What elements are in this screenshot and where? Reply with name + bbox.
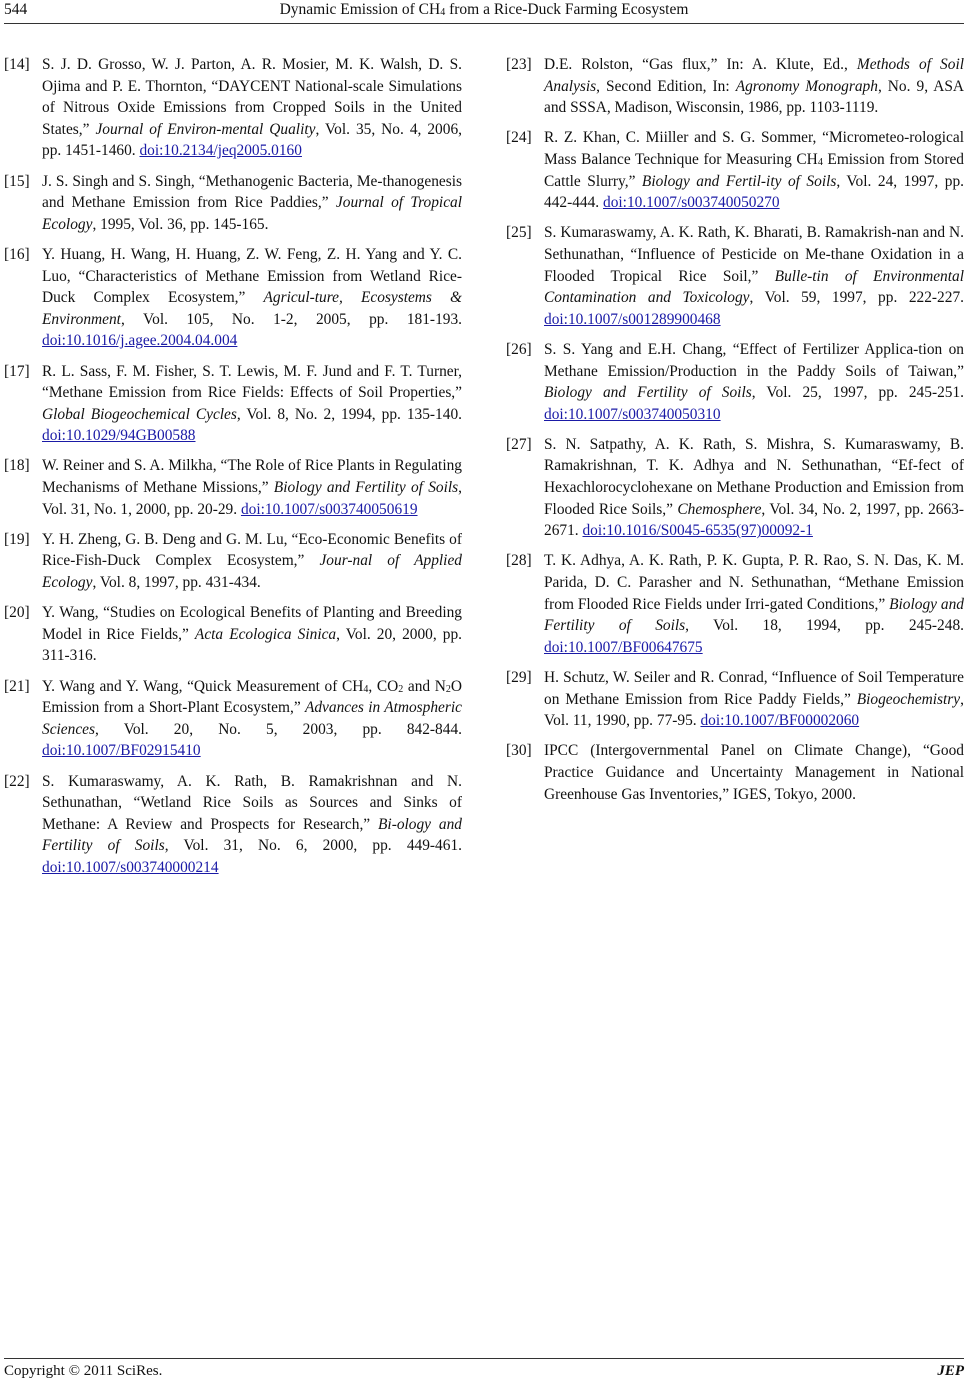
reference-text <box>42 455 462 520</box>
reference-number: [18] <box>4 457 30 475</box>
reference-number: [17] <box>4 362 30 380</box>
reference-text-run: , Vol. 34, No. 2, 1997, pp. 2663-2671. <box>544 500 965 540</box>
reference-text-run: , Second Edition, In: <box>596 77 736 95</box>
reference-text-run: Y. Huang, H. Wang, H. Huang, Z. W. Feng, Z. H. Yang and Y. C. Luo, “Characteristics of Methane Emission from Wetland Rice-Duck Complex Ecosystem,” <box>42 245 462 307</box>
reference-text <box>544 222 964 330</box>
reference-text-run: , Vol. 8, 1997, pp. 431-434. <box>92 574 261 592</box>
header-rule <box>4 23 964 24</box>
reference-entry <box>4 361 462 447</box>
reference-source-title: Bi-ology and Fertility of Soils <box>42 815 462 855</box>
reference-text-run: , Vol. 20, 2000, pp. 311-316. <box>42 625 463 665</box>
page-number: 544 <box>4 1 28 18</box>
reference-entry <box>4 244 462 352</box>
reference-text-run: S. Kumaraswamy, A. K. Rath, K. Bharati, B. Ramakrish-nan and N. Sethunathan, “Influence of Pesticide on Me-thane Oxidation in a Flooded Tropical Rice Soil,” <box>544 224 964 285</box>
reference-text-run: , Vol. 31, No. 6, 2000, pp. 449-461. <box>164 837 462 855</box>
reference-source-title: Global Biogeochemical Cycles <box>42 405 237 423</box>
reference-entry <box>4 455 462 520</box>
reference-text <box>544 550 964 658</box>
running-header <box>4 0 964 26</box>
reference-entry <box>4 771 462 879</box>
reference-number: [21] <box>4 677 30 695</box>
running-title-suffix: from a Rice-Duck Farming Ecosystem <box>445 1 689 18</box>
reference-number: [25] <box>506 224 532 242</box>
reference-text <box>42 602 462 667</box>
reference-entry <box>4 54 462 162</box>
reference-text <box>42 54 462 162</box>
reference-number: [28] <box>506 552 532 570</box>
reference-source-title: Journal of Environ-mental Quality <box>95 120 316 138</box>
reference-text-run: S. J. D. Grosso, W. J. Parton, A. R. Mosier, M. K. Walsh, D. S. Ojima and P. E. Thornton, “DAYCENT National-scale Simulations of Nitrous Oxide Emissions from Cropped Soils in the United States,” <box>42 56 462 138</box>
doi-link[interactable]: doi:10.1007/s003740050270 <box>603 194 780 212</box>
reference-text-run: T. K. Adhya, A. K. Rath, P. K. Gupta, P. R. Rao, S. N. Das, K. M. Parida, D. C. Parasher and N. Sethunathan, “Methane Emission from Flooded Rice Fields under Irri-gated Conditions,” <box>544 552 964 613</box>
reference-number: [22] <box>4 772 30 790</box>
reference-text-run: J. S. Singh and S. Singh, “Methanogenic Bacteria, Me-thanogenesis and Methane Emission from Rice Paddies,” <box>42 172 462 212</box>
reference-text-run: H. Schutz, W. Seiler and R. Conrad, “Influence of Soil Temperature on Methane Emission from Rice Paddy Fields,” <box>544 669 964 708</box>
reference-number: [14] <box>4 56 30 73</box>
chemical-subscript: 4 <box>363 683 369 695</box>
reference-source-title: Biology and Fertility of Soils <box>273 479 459 497</box>
reference-text <box>42 244 462 352</box>
reference-text-run: S. S. Yang and E.H. Chang, “Effect of Fertilizer Applica-tion on Methane Emission/Production in the Paddy Soils of Taiwan,” <box>544 340 964 380</box>
reference-number: [29] <box>506 669 532 686</box>
reference-text <box>42 676 462 762</box>
reference-column-left <box>4 54 462 887</box>
reference-text-run: , Vol. 105, No. 1-2, 2005, pp. 181-193. <box>120 310 462 328</box>
doi-link[interactable]: doi:10.1007/BF00002060 <box>700 712 860 730</box>
copyright-notice: Copyright © 2011 SciRes. <box>4 1363 163 1379</box>
running-title-prefix: Dynamic Emission of CH <box>279 1 441 18</box>
reference-text <box>42 529 462 594</box>
reference-text <box>42 771 462 879</box>
journal-abbreviation: JEP <box>937 1363 964 1379</box>
reference-text-run: IPCC (Intergovernmental Panel on Climate Change), “Good Practice Guidance and Uncertainty Management in National Greenhouse Gas Inventories,” IGES, Tokyo, 2000. <box>544 742 964 803</box>
reference-number: [30] <box>506 742 532 760</box>
reference-text-run: D.E. Rolston, “Gas flux,” In: A. Klute, Ed., <box>544 56 857 73</box>
reference-number: [20] <box>4 604 30 622</box>
reference-source-title: Advances in Atmospheric Sciences <box>42 699 462 738</box>
reference-entry <box>506 222 964 330</box>
reference-number: [15] <box>4 172 30 190</box>
reference-entry <box>506 127 964 213</box>
reference-entry <box>4 171 462 236</box>
reference-text <box>544 667 964 732</box>
reference-column-right <box>506 54 964 814</box>
reference-source-title: Bulle-tin of Environmental Contamination and Toxicology <box>544 267 965 307</box>
reference-text-run: and N <box>403 677 446 695</box>
reference-text-run: R. Z. Khan, C. Miiller and S. G. Sommer, “Micrometeo-rological Mass Balance Technique for Measuring CH <box>544 129 964 168</box>
doi-link[interactable]: doi:10.1007/s003740000214 <box>42 858 219 876</box>
reference-source-title: Biology and Fertil-ity of Soils <box>641 172 837 190</box>
reference-number: [16] <box>4 245 30 263</box>
reference-source-title: Jour-nal of Applied Ecology <box>42 552 462 592</box>
reference-text-run: , Vol. 31, No. 1, 2000, pp. 20-29. <box>42 479 462 518</box>
reference-text-run: , Vol. 25, 1997, pp. 245-251. <box>751 384 965 402</box>
reference-text-run: S. Kumaraswamy, A. K. Rath, B. Ramakrishnan and N. Sethunathan, “Wetland Rice Soils as Sources and Sinks of Methane: A Review and Prospects for Research,” <box>42 772 462 833</box>
reference-number: [19] <box>4 530 30 548</box>
doi-link[interactable]: doi:10.1007/BF00647675 <box>544 638 703 656</box>
doi-link[interactable]: doi:10.1007/s003740050310 <box>544 405 721 423</box>
reference-entry <box>4 529 462 594</box>
reference-text-run: , Vol. 35, No. 4, 2006, pp. 1451-1460. <box>42 120 462 160</box>
reference-number: [26] <box>506 340 532 358</box>
reference-text <box>544 434 964 542</box>
reference-source-title: Journal of Tropical Ecology <box>42 194 462 233</box>
footer-rule <box>4 1358 964 1359</box>
reference-entry <box>4 676 462 762</box>
reference-number: [24] <box>506 129 532 147</box>
reference-source-title: Acta Ecologica Sinica <box>194 625 337 643</box>
reference-text-run: , Vol. 11, 1990, pp. 77-95. <box>544 690 964 730</box>
reference-text-run: Y. H. Zheng, G. B. Deng and G. M. Lu, “Eco-Economic Benefits of Rice-Fish-Duck Complex Ecosystem,” <box>42 530 462 570</box>
reference-text-run: , CO <box>368 677 399 695</box>
reference-text-run: O Emission from a Short-Plant Ecosystem,” <box>42 677 462 717</box>
reference-text-run: , Vol. 18, 1994, pp. 245-248. <box>685 617 964 635</box>
doi-link[interactable]: doi:10.1029/94GB00588 <box>42 427 196 445</box>
reference-text-run: Emission from Stored Cattle Slurry,” <box>544 150 965 190</box>
reference-entry <box>506 550 964 658</box>
reference-text-run: , Vol. 24, 1997, pp. 442-444. <box>544 172 964 212</box>
reference-number: [23] <box>506 56 532 73</box>
reference-text-run: , 1995, Vol. 36, pp. 145-165. <box>92 215 269 233</box>
running-title <box>4 1 964 19</box>
doi-link[interactable]: doi:10.1016/j.agee.2004.04.004 <box>42 332 238 350</box>
reference-entry <box>506 339 964 425</box>
reference-text <box>42 171 462 236</box>
reference-text-run: , Vol. 59, 1997, pp. 222-227. <box>749 289 964 307</box>
reference-source-title: Biology and Fertility of Soils <box>544 384 752 402</box>
reference-entry <box>506 667 964 732</box>
doi-link[interactable]: doi:10.2134/jeq2005.0160 <box>139 142 302 160</box>
reference-text <box>544 740 964 805</box>
reference-text-run: Y. Wang and Y. Wang, “Quick Measurement of CH <box>42 677 364 695</box>
reference-text-run: R. L. Sass, F. M. Fisher, S. T. Lewis, M. F. Jund and F. T. Turner, “Methane Emission from Rice Fields: Effects of Soil Properties,” <box>42 362 462 402</box>
doi-link[interactable]: doi:10.1007/s003740050619 <box>240 500 418 518</box>
reference-source-title: Chemosphere <box>677 500 762 518</box>
running-title-subscript: 4 <box>440 7 446 18</box>
reference-source-title: Methods of Soil Analysis <box>544 56 964 95</box>
reference-source-title: Biology and Fertility of Soils <box>544 595 964 635</box>
chemical-subscript: 4 <box>817 156 823 168</box>
reference-source-title: Agronomy Monograph <box>735 77 878 95</box>
chemical-subscript: 2 <box>445 683 451 695</box>
reference-text-run: W. Reiner and S. A. Milkha, “The Role of Rice Plants in Regulating Mechanisms of Methane Missions,” <box>42 457 462 497</box>
chemical-subscript: 2 <box>398 683 404 695</box>
reference-text-run: , Vol. 8, No. 2, 1994, pp. 135-140. <box>236 405 462 423</box>
reference-text-run: , No. 9, ASA and SSSA, Madison, Wisconsin, 1986, pp. 1103-1119. <box>544 77 965 117</box>
reference-text-run: S. N. Satpathy, A. K. Rath, S. Mishra, S. Kumaraswamy, B. Ramakrishnan, T. K. Adhya and N. Sethunathan, “Ef-fect of Hexachlorocyclohexane on Methane Production and Emission from Flooded Rice Soils,” <box>544 435 964 518</box>
reference-text-run: , Vol. 20, No. 5, 2003, pp. 842-844. <box>94 720 462 738</box>
reference-text <box>544 339 964 425</box>
reference-text <box>544 127 964 213</box>
doi-link[interactable]: doi:10.1007/s001289900468 <box>544 310 721 328</box>
reference-number: [27] <box>506 435 532 453</box>
reference-entry <box>506 434 964 542</box>
reference-entry <box>4 602 462 667</box>
reference-source-title: Biogeochemistry <box>856 690 961 708</box>
reference-text-run: Y. Wang, “Studies on Ecological Benefits of Planting and Breeding Model in Rice Fields,” <box>42 604 462 643</box>
doi-link[interactable]: doi:10.1016/S0045-6535(97)00092-1 <box>582 522 813 540</box>
reference-entry <box>506 54 964 119</box>
reference-source-title: Agricul-ture, Ecosystems & Environment <box>42 289 462 328</box>
reference-text <box>544 54 964 119</box>
reference-text <box>42 361 462 447</box>
reference-entry <box>506 740 964 805</box>
doi-link[interactable]: doi:10.1007/BF02915410 <box>42 742 201 760</box>
